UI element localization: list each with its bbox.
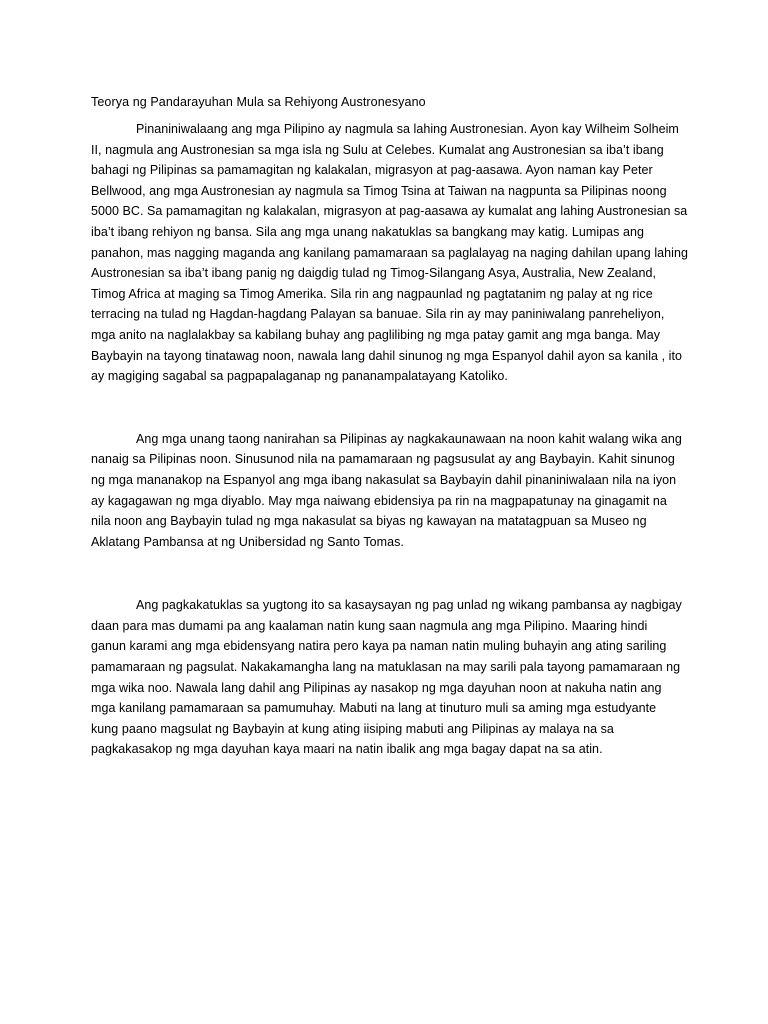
paragraph-line: kung paano magsulat ng Baybayin at kung ating iisiping mabuti ang Pilipinas ay malaya na sa: [91, 721, 614, 736]
paragraph-line: ganun karami ang mga ebidensyang natira pero kaya pa naman natin muling buhayin ang ating sariling: [91, 639, 667, 654]
document-page: [91, 92, 688, 760]
paragraph-line: 5000 BC. Sa pamamagitan ng kalakalan, migrasyon at pag-aasawa ay kumalat ang lahing Austronesian sa: [91, 204, 688, 219]
paragraph-1: [91, 119, 688, 387]
paragraph-line: Austronesian sa iba’t ibang panig ng daigdig tulad ng Timog-Silangang Asya, Australia, New Zealand,: [91, 266, 657, 281]
paragraph-line: Ang mga unang taong nanirahan sa Pilipinas ay nagkakaunawaan na noon kahit walang wika ang: [136, 431, 682, 446]
paragraph-line: panahon, mas nagging maganda ang kanilang pamamaraan sa paglalayag na naging dahilan upang lahing: [91, 245, 688, 260]
paragraph-line: Aklatang Pambansa at ng Unibersidad ng Santo Tomas.: [91, 534, 404, 549]
paragraph-line: daan para mas dumami pa ang kaalaman natin kung saan nagmula ang mga Pilipino. Maaring hindi: [91, 618, 648, 633]
paragraph-line: Bellwood, ang mga Austronesian ay nagmula sa Timog Tsina at Taiwan na nagpunta sa Pilipinas noong: [91, 183, 667, 198]
paragraph-line: pagkakasakop ng mga dayuhan kaya maari na natin ibalik ang mga bagay dapat na sa atin.: [91, 742, 603, 757]
paragraph-line: nanaig sa Pilipinas noon. Sinusunod nila na pamamaraan ng pagsusulat ay ang Baybayin. Kahit sinunog: [91, 452, 675, 467]
paragraph-line: ng mga mananakop na Espanyol ang mga ibang nakasulat sa Baybayin dahil pinaniniwalaan nila na iyon: [91, 472, 677, 487]
document-title: Teorya ng Pandarayuhan Mula sa Rehiyong Austronesyano: [91, 95, 426, 109]
paragraph-line: bahagi ng Pilipinas sa pamamagitan ng kalakalan, migrasyon at pag-aasawa. Ayon naman kay Peter: [91, 163, 653, 178]
paragraph-line: II, nagmula ang Austronesian sa mga isla ng Sulu at Celebes. Kumalat ang Austronesian sa iba’t ibang: [91, 142, 664, 157]
paragraph-line: ay magiging sagabal sa pagpapalaganap ng pananampalatayang Katoliko.: [91, 369, 508, 384]
paragraph-line: Baybayin na tayong tinatawag noon, nawala lang dahil sinunog ng mga Espanyol dahil ayon sa kanila , ito: [91, 348, 682, 363]
paragraph-line: mga kanilang pamamaraan sa pamumuhay. Mabuti na lang at tinuturo muli sa aming mga estudyante: [91, 701, 657, 716]
paragraph-line: ay kagagawan ng mga diyablo. May mga naiwang ebidensiya pa rin na magpapatunay na ginagamit na: [91, 493, 667, 508]
paragraph-3: [91, 595, 682, 760]
paragraph-line: nila noon ang Baybayin tulad ng mga nakasulat sa biyas ng kawayan na matatagpuan sa Museo ng: [91, 514, 647, 529]
paragraph-line: Timog Africa at maging sa Timog Amerika. Sila rin ang nagpaunlad ng pagtatanim ng palay at ng rice: [91, 286, 653, 301]
paragraph-line: mga anito na naglalakbay sa kabilang buhay ang paglilibing ng mga patay gamit ang mga banga. May: [91, 327, 661, 342]
paragraph-line: Ang pagkakatuklas sa yugtong ito sa kasaysayan ng pag unlad ng wikang pambansa ay nagbigay: [136, 598, 682, 613]
paragraph-line: Pinaniniwalaang ang mga Pilipino ay nagmula sa lahing Austronesian. Ayon kay Wilheim Solheim: [136, 122, 679, 136]
paragraph-line: terracing na tulad ng Hagdan-hagdang Palayan sa banuae. Sila rin ay may paniniwalang panreheliyon,: [91, 307, 665, 322]
paragraph-spacer: [91, 552, 679, 595]
paragraph-line: pamamaraan ng pagsulat. Nakakamangha lang na matuklasan na may sarili pala tayong pamamaraan ng: [91, 660, 681, 675]
paragraph-line: iba’t ibang rehiyon ng bansa. Sila ang mga unang nakatuklas sa bangkang may katig. Lumipas ang: [91, 224, 644, 239]
paragraph-spacer: [91, 387, 679, 429]
paragraph-line: mga wika noo. Nawala lang dahil ang Pilipinas ay nasakop ng mga dayuhan noon at nakuha natin ang: [91, 680, 662, 695]
paragraph-2: [91, 429, 682, 553]
